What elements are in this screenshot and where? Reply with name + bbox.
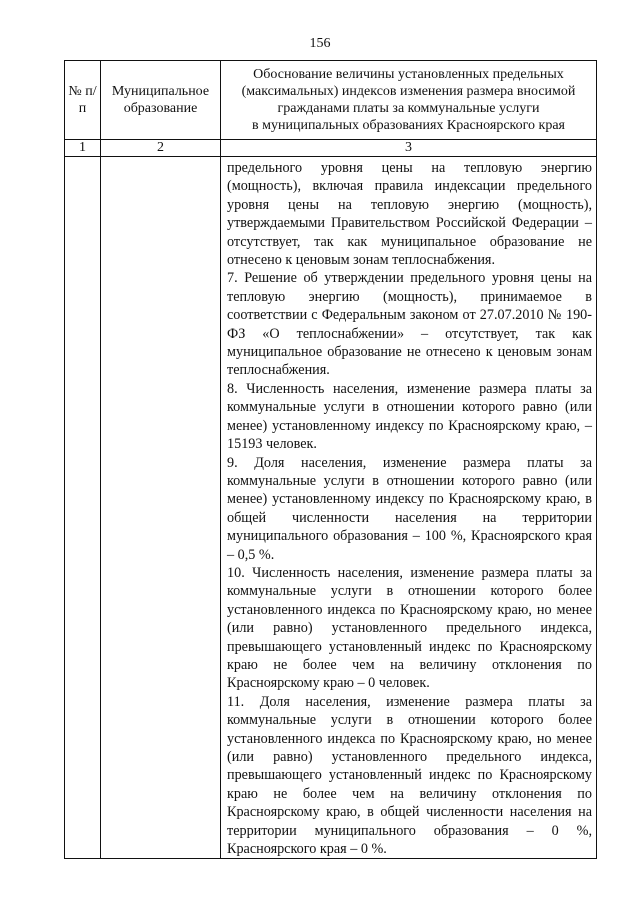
header-justification-line: гражданами платы за коммунальные услуги (277, 101, 540, 116)
row-justification-cell (221, 157, 597, 859)
table-row (65, 157, 597, 859)
row-municipality-cell (101, 157, 221, 859)
header-justification-line: (максимальных) индексов изменения размера вносимой (241, 84, 576, 99)
table-header-row (65, 61, 597, 140)
header-justification (221, 61, 597, 140)
justification-paragraph: 10. Численность населения, изменение размера платы за коммунальные услуги в отношении которого более установленного индекса по Красноярскому краю, но менее (или равно) установленного предельного индекса, превышающего установленный индекс по Красноярскому краю не более чем на величину отклонения по Красноярскому краю – 0 человек. (227, 564, 592, 692)
header-number: № п/п (65, 61, 101, 140)
justification-paragraph: 11. Доля населения, изменение размера платы за коммунальные услуги в отношении которого более установленного индекса по Красноярскому краю, но менее (или равно) установленного предельного индекса, превышающего установленный индекс по Красноярскому краю не более чем на величину отклонения по Красноярскому краю, в общей численности населения на территории муниципального образования – 0 %, Красноярского края – 0 %. (227, 693, 592, 858)
page-number: 156 (309, 36, 331, 51)
column-number: 1 (65, 140, 101, 157)
justification-paragraph: 7. Решение об утверждении предельного уровня цены на тепловую энергию (мощность), принимаемое в соответствии с Федеральным законом от 27.07.2010 № 190-ФЗ «О теплоснабжении» – отсутствует, так как муниципальное образование не отнесено к ценовым зонам теплоснабжения. (227, 270, 592, 379)
header-justification-line: в муниципальных образованиях Красноярского края (252, 118, 565, 133)
row-number-cell (65, 157, 101, 859)
justification-paragraph: предельного уровня цены на тепловую энергию (мощность), включая правила индексации предельного уровня цены на тепловую энергию (мощность), утверждаемыми Правительством Российской Федерации – отсутствует, так как муниципальное образование не отнесено к ценовым зонам теплоснабжения. (227, 160, 592, 269)
column-number: 2 (101, 140, 221, 157)
justification-paragraph: 9. Доля населения, изменение размера платы за коммунальные услуги в отношении которого равно (или менее) установленному индексу по Красноярскому краю, в общей численности населения на территории муниципального образования – 100 %, Красноярского края – 0,5 %. (227, 454, 592, 563)
justification-paragraph: 8. Численность населения, изменение размера платы за коммунальные услуги в отношении которого равно (или менее) установленному индексу по Красноярскому краю, – 15193 человек. (227, 380, 592, 453)
header-municipality: Муниципальное образование (101, 61, 221, 140)
column-number-row (65, 140, 597, 157)
column-number: 3 (221, 140, 597, 157)
justification-table (64, 60, 597, 859)
header-justification-line: Обоснование величины установленных предельных (253, 67, 564, 82)
justification-text (221, 157, 596, 858)
